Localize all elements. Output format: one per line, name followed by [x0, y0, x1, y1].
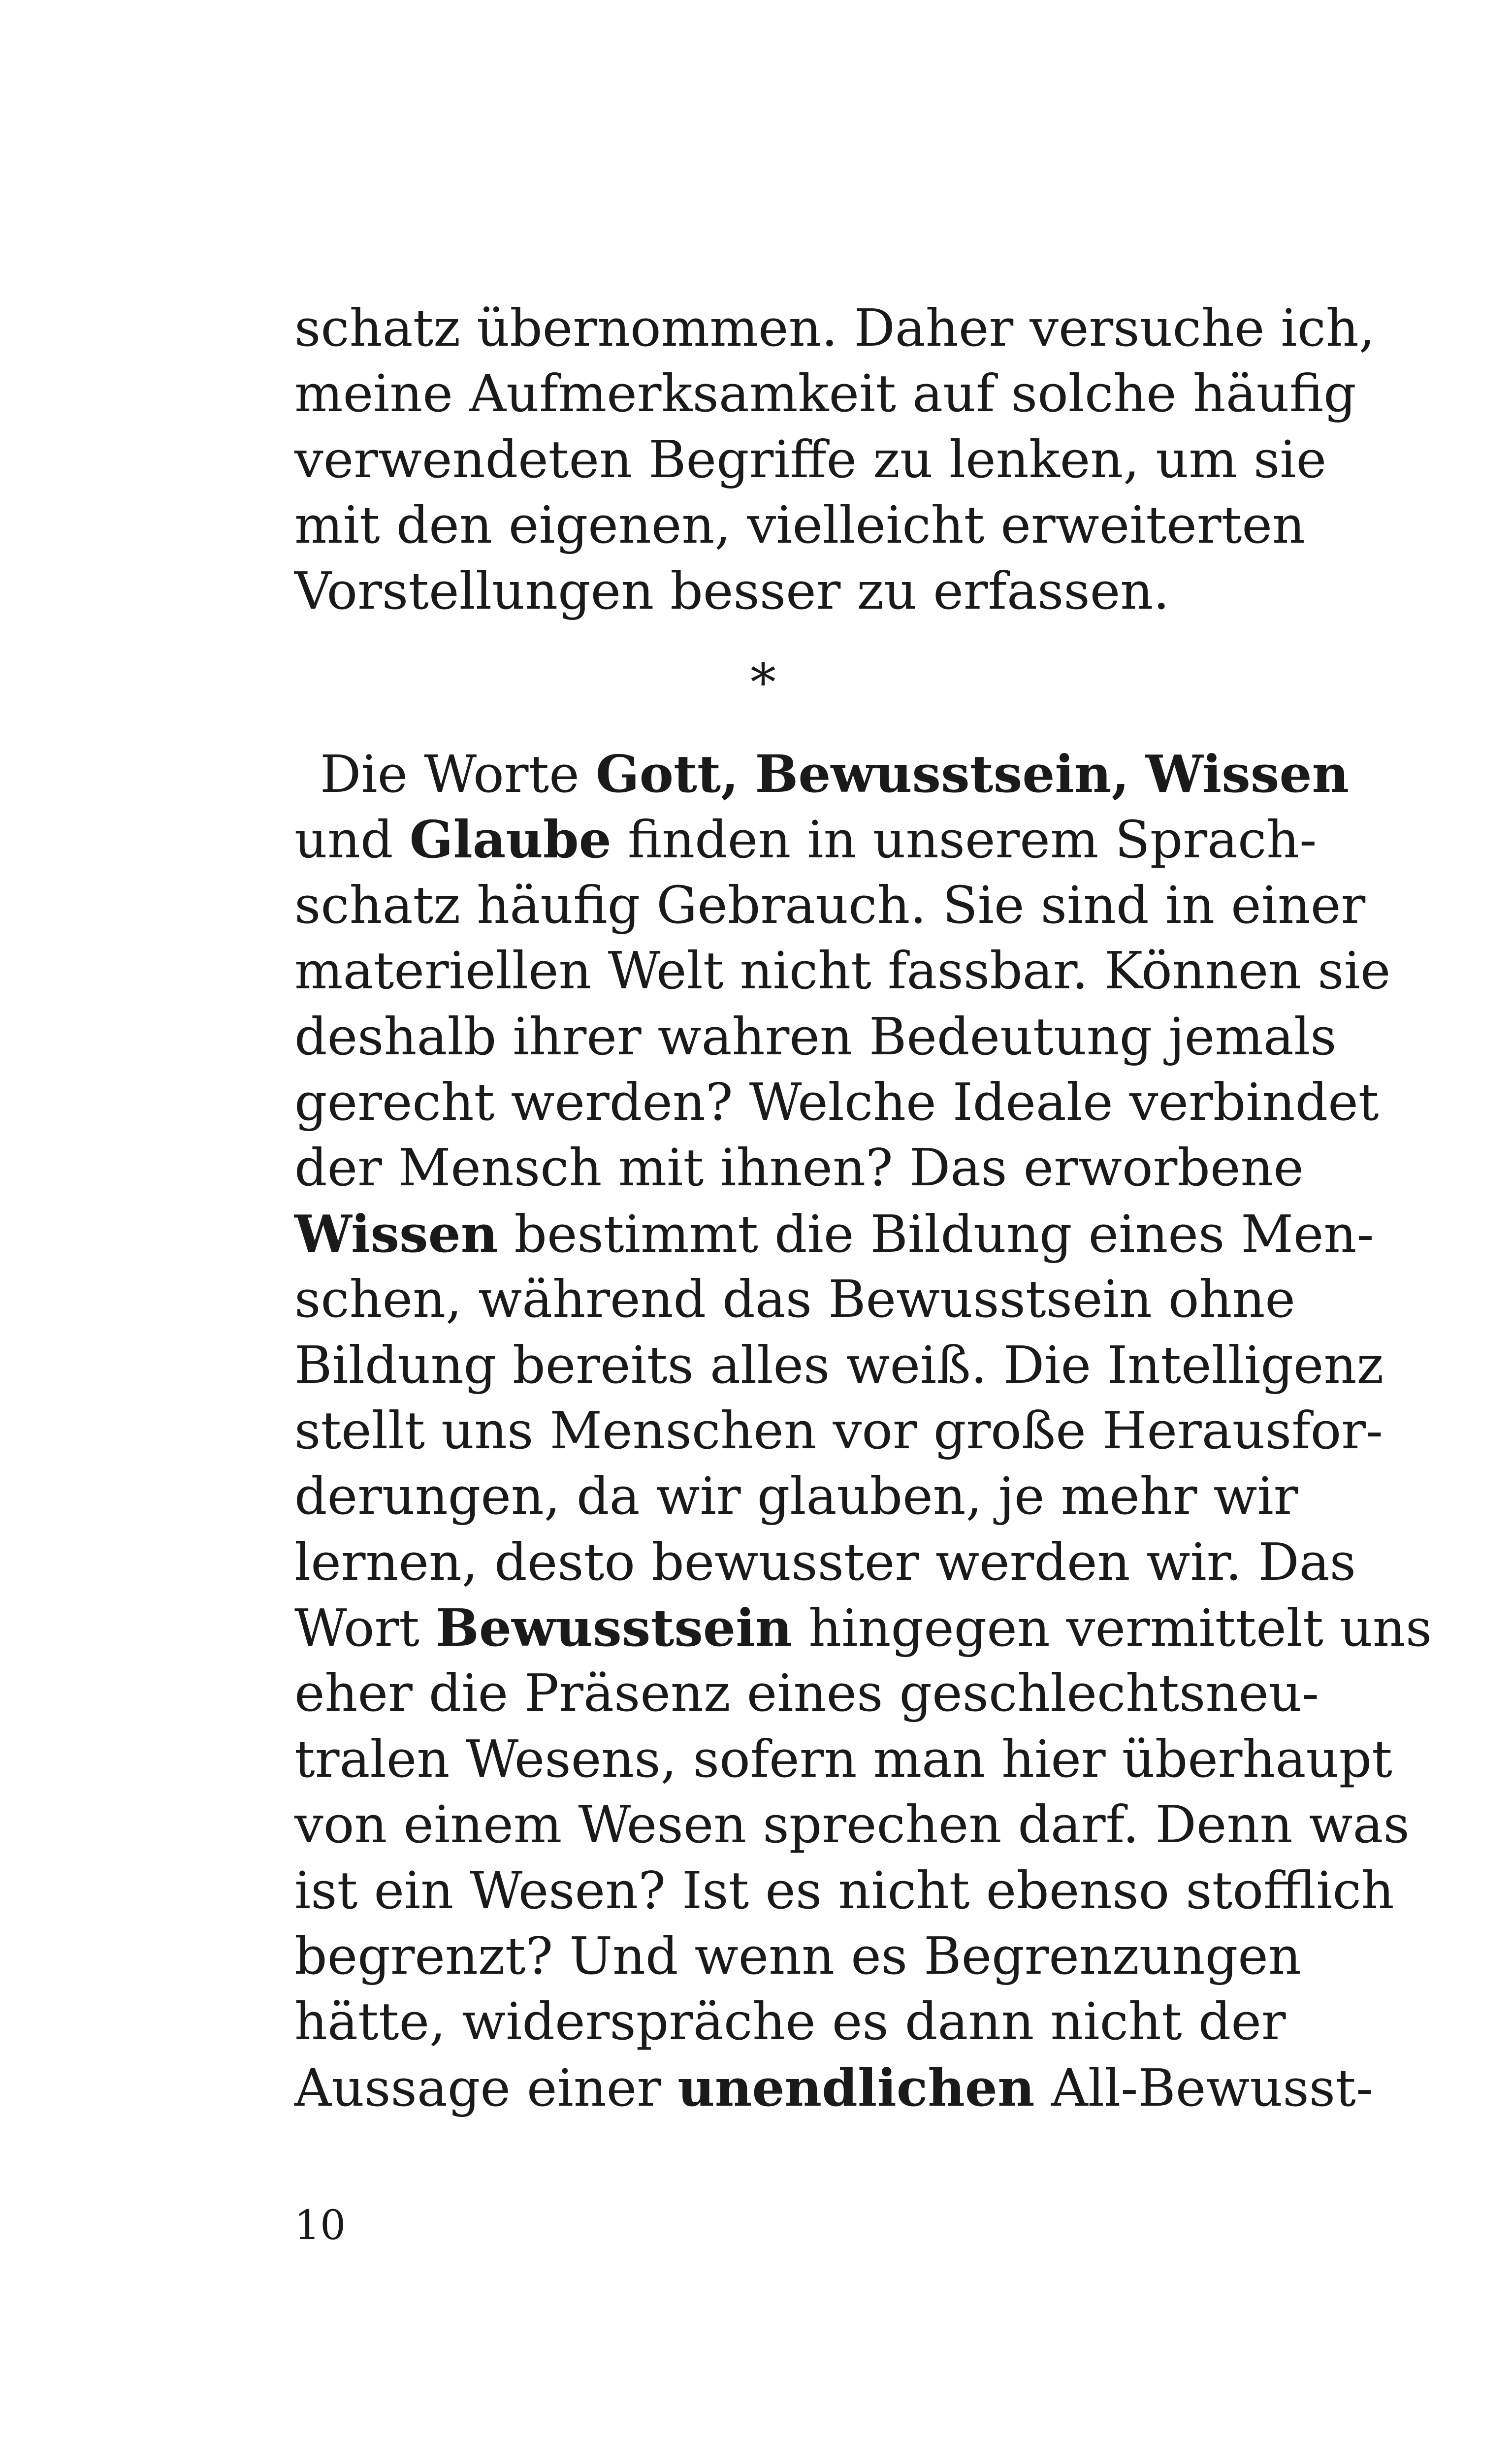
page-number: 10	[294, 2202, 346, 2249]
paragraph-1	[294, 295, 1375, 624]
text-line: ist ein Wesen? Ist es nicht ebenso stofflich	[294, 1860, 1394, 1921]
text-line: begrenzt? Und wenn es Begrenzungen	[294, 1926, 1301, 1987]
text-line: Wissen bestimmt die Bildung eines Men-	[294, 1203, 1374, 1264]
bold-term: Bewusstsein	[436, 1597, 793, 1659]
text-line: der Mensch mit ihnen? Das erworbene	[294, 1138, 1304, 1198]
text-line: und Glaube finden in unserem Sprach-	[294, 809, 1317, 870]
text-line: Bildung bereits alles weiß. Die Intelligenz	[294, 1335, 1384, 1395]
text-line: meine Aufmerksamkeit auf solche häufig	[294, 363, 1356, 424]
text-line: hätte, widerspräche es dann nicht der	[294, 1991, 1286, 2052]
text-line: schatz häufig Gebrauch. Sie sind in einer	[294, 875, 1366, 935]
text-line: verwendeten Begriffe zu lenken, um sie	[294, 429, 1327, 489]
text-line: derungen, da wir glauben, je mehr wir	[294, 1466, 1298, 1527]
bold-term: unendlichen	[677, 2057, 1035, 2118]
bold-term: Wissen	[1145, 744, 1350, 804]
bold-term: Glaube	[409, 809, 611, 870]
text-line: tralen Wesens, sofern man hier überhaupt	[294, 1728, 1392, 1789]
text-line: eher die Präsenz eines geschlechtsneu-	[294, 1663, 1319, 1724]
bold-term: Wissen	[294, 1203, 498, 1264]
text-line: schatz übernommen. Daher versuche ich,	[294, 298, 1375, 358]
text-line: Vorstellungen besser zu erfassen.	[294, 560, 1170, 621]
text-line: materiellen Welt nicht fassbar. Können sie	[294, 941, 1391, 1001]
text-line: Die Worte Gott, Bewusstsein, Wissen	[320, 744, 1350, 804]
text-line: deshalb ihrer wahren Bedeutung jemals	[294, 1006, 1337, 1067]
text-line: gerecht werden? Welche Ideale verbindet	[294, 1072, 1379, 1132]
bold-term: Gott,	[595, 744, 739, 804]
text-line: Aussage einer unendlichen All-Bewusst-	[294, 2057, 1374, 2118]
text-line: stellt uns Menschen vor große Herausfor-	[294, 1400, 1383, 1461]
paragraph-2	[294, 741, 1432, 2120]
text-line: Wort Bewusstsein hingegen vermittelt uns	[294, 1597, 1432, 1659]
bold-term: Bewusstsein,	[755, 744, 1129, 804]
section-separator: *	[750, 652, 776, 713]
text-line: von einem Wesen sprechen darf. Denn was	[294, 1794, 1410, 1855]
text-line: mit den eigenen, vielleicht erweiterten	[294, 495, 1305, 555]
text-line: lernen, desto bewusster werden wir. Das	[294, 1531, 1356, 1592]
text-line: schen, während das Bewusstsein ohne	[294, 1269, 1295, 1330]
